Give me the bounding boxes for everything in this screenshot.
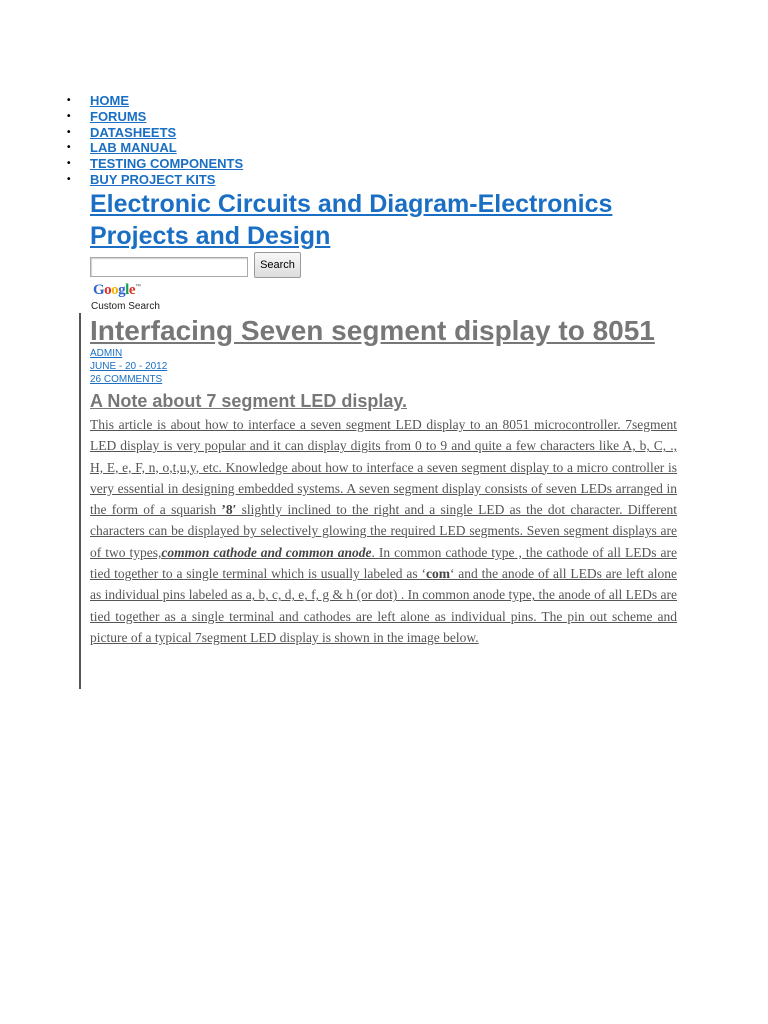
article-text-4: ‘ and the anode of all LEDs are left alone as individual pins labeled as a, b, c, d, e, f, g & h (or dot) . In common anode type, the anode of all LEDs are tied together as a single terminal and cathodes are left alone as individual pins. The pin out scheme and picture of a typical 7segment LED display is shown in the image below. [90,566,677,645]
post-date-link[interactable]: JUNE - 20 - 2012 [90,361,168,372]
search-button[interactable]: Search [254,252,301,278]
bullet-icon: • [67,95,71,106]
nav-link-datasheets[interactable]: DATASHEETS [90,124,177,140]
google-logo [93,282,141,299]
site-title [90,188,690,252]
nav-link-forums[interactable]: FORUMS [90,108,147,124]
nav-item-lab-manual [65,140,243,156]
nav-item-home [65,93,243,109]
search-input[interactable] [90,257,248,277]
post-author-link[interactable]: ADMIN [90,348,123,359]
post-comments-link[interactable]: 26 COMMENTS [90,374,163,385]
top-navigation [65,93,243,188]
nav-item-buy-project-kits [65,172,243,188]
google-trademark: ™ [135,284,141,290]
bullet-icon: • [67,158,71,170]
bullet-icon: • [67,110,71,122]
article-body [90,414,677,648]
nav-item-forums [65,109,243,125]
bullet-icon: • [67,173,71,185]
post-subheading: A Note about 7 segment LED display. [90,391,408,411]
site-title-link[interactable]: Electronic Circuits and Diagram-Electronics Projects and Design [90,190,613,250]
nav-item-testing-components [65,156,243,172]
custom-search-caption: Custom Search [91,301,160,312]
nav-link-lab-manual[interactable]: LAB MANUAL [90,140,177,156]
nav-item-datasheets [65,125,243,141]
bullet-icon: • [67,126,71,138]
google-logo-text: Google [93,282,136,298]
article-text-1: This article is about how to interface a seven segment LED display to an 8051 microcontroller. 7segment LED display is very popular and it can display digits from 0 to 9 and quite a few characters like A, b, C, ., H, E, e, F, n, o,t,u,y, etc. Knowledge about how to interface a seven segment display to a micro controller is very essential in designing embedded systems. A seven segment display consists of seven LEDs arranged in the form of a squarish [90,417,677,518]
article-emphasis-types: common cathode and common anode [161,544,372,560]
content-left-border [79,313,81,689]
nav-link-testing-components[interactable]: TESTING COMPONENTS [90,156,244,172]
post-title[interactable]: Interfacing Seven segment display to 8051 [90,315,655,346]
nav-link-buy-project-kits[interactable]: BUY PROJECT KITS [90,171,216,187]
article-text-2: slightly inclined to the right and a single LED as the dot character. Different characters can be displayed by selectively glowing the required LED segments. Seven segment displays are of two types, [90,502,677,560]
article-bold-eight: ’8′ [221,502,237,518]
article-text-3: . In common cathode type , the cathode of all LEDs are tied together to a single terminal which is usually labeled as ‘ [90,544,677,582]
article-bold-com: com [425,566,450,582]
nav-link-home[interactable]: HOME [90,93,129,108]
bullet-icon: • [67,142,71,154]
